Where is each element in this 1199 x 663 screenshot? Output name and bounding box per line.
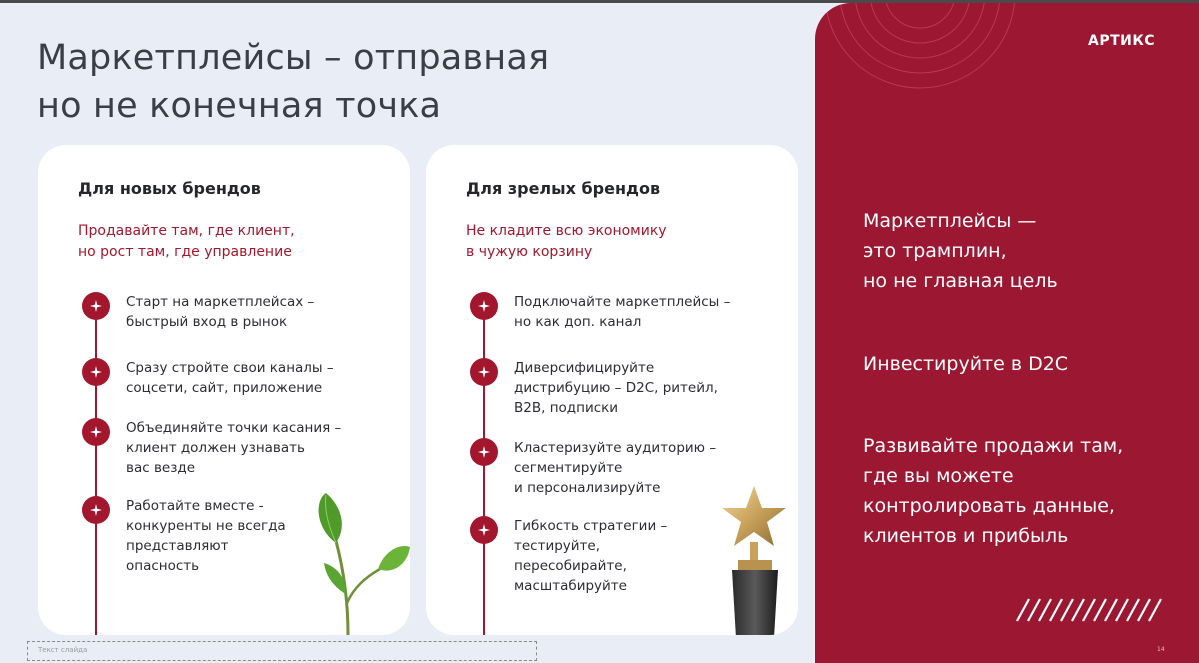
card-subtitle-line: в чужую корзину <box>466 244 593 260</box>
right-panel <box>815 3 1199 663</box>
sparkle-icon <box>470 358 498 386</box>
timeline-item-text <box>126 418 356 478</box>
timeline-line <box>483 303 485 635</box>
sparkle-icon <box>82 496 110 524</box>
slide-title-line-1: Маркетплейсы – отправная <box>37 38 550 78</box>
concentric-rings-decoration <box>815 3 1035 93</box>
timeline-item-text <box>514 516 744 596</box>
card-subtitle-line: Продавайте там, где клиент, <box>78 223 295 239</box>
timeline-item-text <box>514 292 744 332</box>
card-subtitle <box>78 221 295 263</box>
timeline-item-line: Кластеризуйте аудиторию – <box>514 440 717 456</box>
slide-title-line-2: но не конечная точка <box>37 86 442 126</box>
slide-title <box>37 34 549 130</box>
timeline-item-line: дистрибуцию – D2C, ритейл, <box>514 380 718 396</box>
panel-line: Развивайте продажи там, <box>863 435 1124 457</box>
timeline-item-line: Диверсифицируйте <box>514 360 655 376</box>
card-heading: Для новых брендов <box>78 179 261 198</box>
slide-text-placeholder[interactable] <box>27 641 537 661</box>
timeline-item-line: Старт на маркетплейсах – <box>126 294 315 310</box>
timeline-item-line: быстрый вход в рынок <box>126 314 288 330</box>
panel-line: клиентов и прибыль <box>863 525 1069 547</box>
timeline-item-line: пересобирайте, <box>514 558 627 574</box>
timeline-item-line: опасность <box>126 558 200 574</box>
panel-line: Маркетплейсы — <box>863 210 1037 232</box>
timeline-item-line: масштабируйте <box>514 578 627 594</box>
timeline-item-text <box>126 358 356 398</box>
card-mature-brands <box>426 145 798 635</box>
panel-line: контролировать данные, <box>863 495 1115 517</box>
panel-line: Инвестируйте в D2C <box>863 353 1069 375</box>
panel-line: где вы можете <box>863 465 1014 487</box>
panel-line: это трамплин, <box>863 240 1007 262</box>
sparkle-icon <box>82 358 110 386</box>
timeline-item-line: Подключайте маркетплейсы – <box>514 294 731 310</box>
sparkle-icon <box>470 292 498 320</box>
timeline-item-line: Объединяйте точки касания – <box>126 420 342 436</box>
card-subtitle <box>466 221 667 263</box>
timeline-item-line: тестируйте, <box>514 538 601 554</box>
panel-line: но не главная цель <box>863 270 1058 292</box>
timeline-line <box>95 303 97 635</box>
timeline-item-line: представляют <box>126 538 229 554</box>
timeline-item-text <box>126 292 356 332</box>
sparkle-icon <box>470 438 498 466</box>
panel-statement-1 <box>863 206 1058 296</box>
timeline-item-line: Работайте вместе - <box>126 498 264 514</box>
timeline-item-text <box>514 358 744 418</box>
timeline-item-line: клиент должен узнавать <box>126 440 305 456</box>
timeline-item-line: соцсети, сайт, приложение <box>126 380 323 396</box>
sparkle-icon <box>82 292 110 320</box>
page-number: 14 <box>1157 646 1165 653</box>
star-award-icon <box>716 478 796 635</box>
card-new-brands <box>38 145 410 635</box>
panel-statement-3 <box>863 431 1123 551</box>
timeline-item-line: Сразу стройте свои каналы – <box>126 360 334 376</box>
diagonal-hatch-decoration <box>1015 597 1165 623</box>
panel-statement-2 <box>863 349 1068 379</box>
sparkle-icon <box>82 418 110 446</box>
timeline-item-line: и персонализируйте <box>514 480 661 496</box>
brand-logo: АРТИКС <box>1088 33 1156 49</box>
timeline-item-line: но как доп. канал <box>514 314 642 330</box>
card-subtitle-line: но рост там, где управление <box>78 244 292 260</box>
timeline-item-text <box>514 438 744 498</box>
card-heading: Для зрелых брендов <box>466 179 661 198</box>
timeline-item-line: B2B, подписки <box>514 400 619 416</box>
card-subtitle-line: Не кладите всю экономику <box>466 223 667 239</box>
plant-sprout-icon <box>314 491 410 635</box>
slide-text-placeholder-label: Текст слайда <box>38 646 88 654</box>
sparkle-icon <box>470 516 498 544</box>
timeline-item-line: сегментируйте <box>514 460 623 476</box>
timeline-item-line: конкуренты не всегда <box>126 518 286 534</box>
timeline-item-line: вас везде <box>126 460 196 476</box>
timeline-item-line: Гибкость стратегии – <box>514 518 668 534</box>
